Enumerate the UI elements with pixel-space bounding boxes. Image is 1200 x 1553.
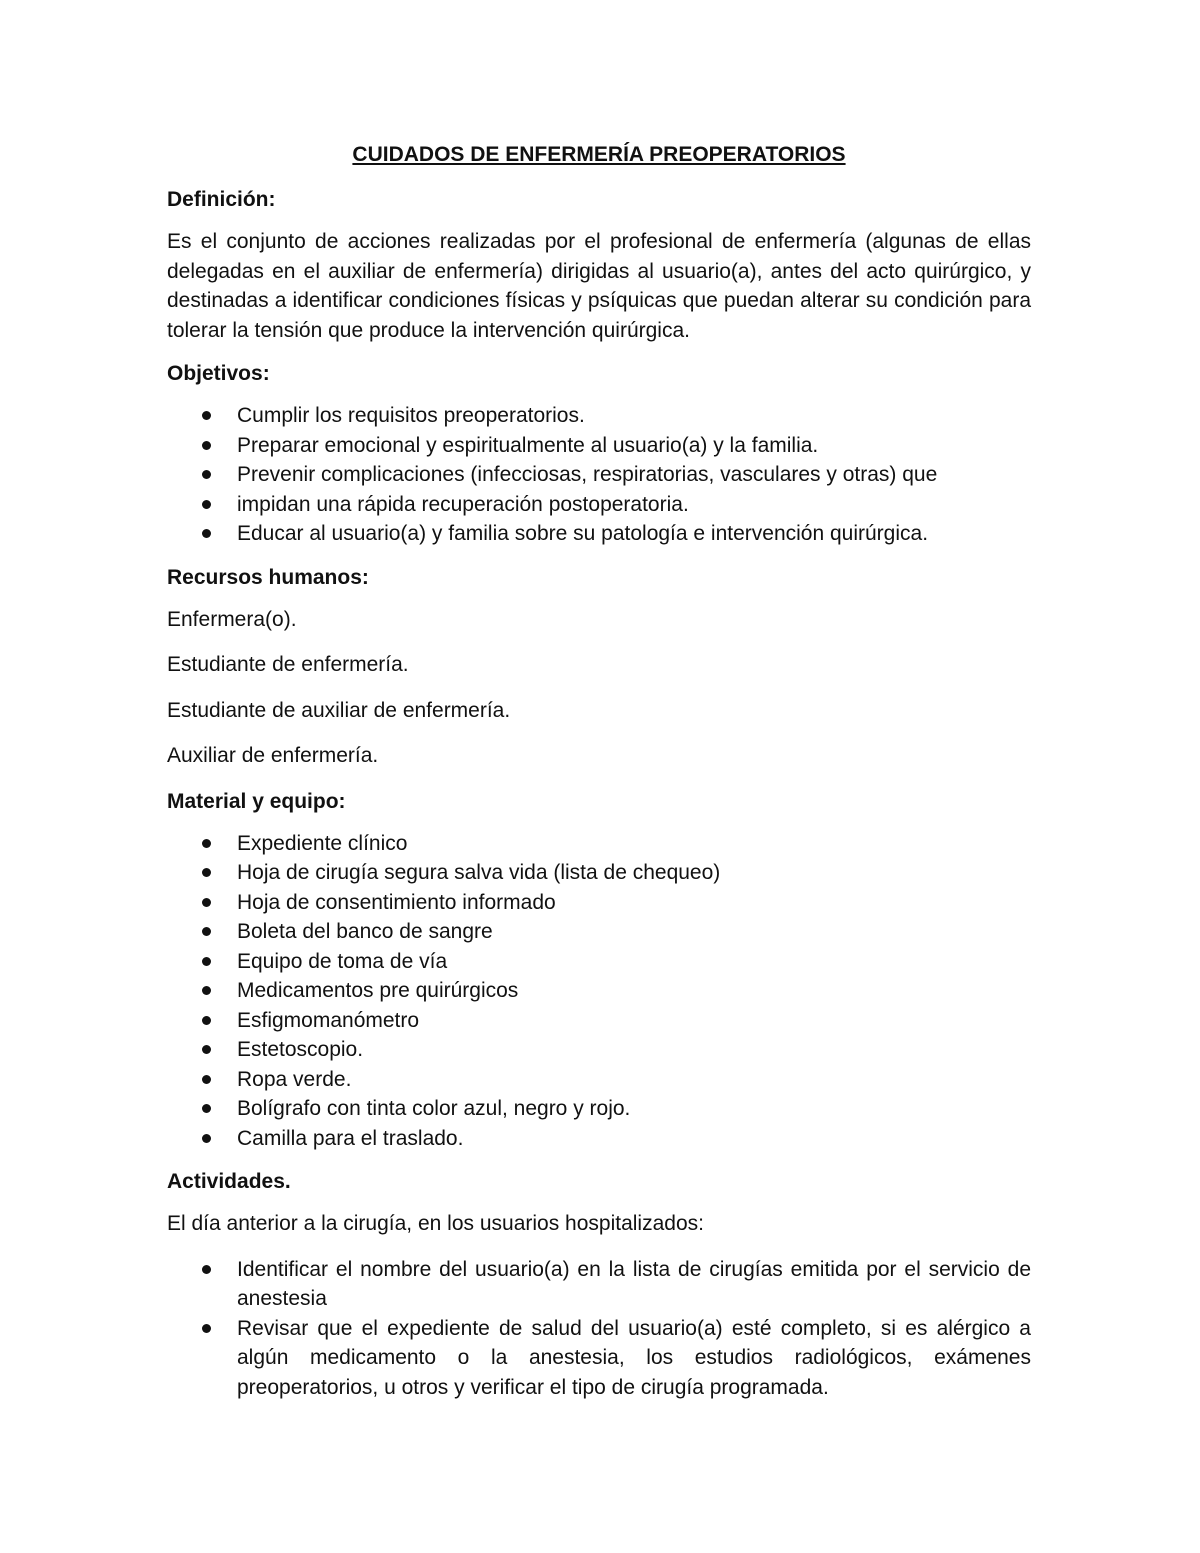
- list-item-text: Expediente clínico: [237, 831, 408, 855]
- bullet-icon: [202, 529, 211, 538]
- bullet-icon: [202, 986, 211, 995]
- list-item: [167, 1094, 1031, 1124]
- objetivos-list: [167, 401, 1031, 549]
- recursos-item: Estudiante de enfermería.: [167, 653, 409, 676]
- list-item-text: Prevenir complicaciones (infecciosas, respiratorias, vasculares y otras) que: [237, 463, 938, 486]
- bullet-icon: [202, 441, 211, 450]
- list-item: [167, 490, 1031, 520]
- list-item-text: Revisar que el expediente de salud del usuario(a) esté completo, si es alérgico a algún medicamento o la anestesia, los estudios radiológicos, exámenes preoperatorios, u otros y verificar el tipo de cirugía programada.: [237, 1316, 1031, 1399]
- bullet-icon: [202, 927, 211, 936]
- material-list: [167, 829, 1031, 1154]
- list-item-text: Hoja de cirugía segura salva vida (lista de chequeo): [237, 861, 721, 884]
- bullet-icon: [202, 411, 211, 420]
- objetivos-heading: Objetivos:: [167, 362, 270, 385]
- bullet-icon: [202, 898, 211, 907]
- bullet-icon: [202, 1104, 211, 1113]
- list-item-text: Estetoscopio.: [237, 1038, 364, 1061]
- bullet-icon: [202, 1265, 211, 1274]
- list-item: [167, 947, 1031, 977]
- bullet-icon: [202, 1134, 211, 1143]
- bullet-icon: [202, 1075, 211, 1084]
- actividades-intro: El día anterior a la cirugía, en los usuarios hospitalizados:: [167, 1212, 704, 1235]
- list-item: [167, 917, 1031, 947]
- list-item: [167, 1035, 1031, 1065]
- bullet-icon: [202, 470, 211, 479]
- list-item-text: Cumplir los requisitos preoperatorios.: [237, 404, 585, 427]
- bullet-icon: [202, 1324, 211, 1333]
- definicion-text: Es el conjunto de acciones realizadas por el profesional de enfermería (algunas de ellas delegadas en el auxiliar de enfermería) dirigidas al usuario(a), antes del acto quirúrgico, y destinadas a identificar condiciones físicas y psíquicas que puedan alterar su condición para tolerar la tensión que produce la intervención quirúrgica.: [167, 230, 1031, 342]
- list-item: [167, 460, 1031, 490]
- list-item-text: Bolígrafo con tinta color azul, negro y rojo.: [237, 1097, 631, 1120]
- bullet-icon: [202, 500, 211, 509]
- list-item: [167, 1255, 1031, 1314]
- list-item-text: Esfigmomanómetro: [237, 1008, 420, 1032]
- actividades-list: [167, 1255, 1031, 1403]
- document-page: [167, 140, 1031, 1416]
- recursos-item: Estudiante de auxiliar de enfermería.: [167, 698, 511, 722]
- document-title: CUIDADOS DE ENFERMERÍA PREOPERATORIOS: [352, 143, 846, 166]
- list-item-text: Hoja de consentimiento informado: [237, 890, 556, 914]
- material-heading: Material y equipo:: [167, 789, 346, 813]
- list-item-text: Ropa verde.: [237, 1067, 352, 1091]
- definicion-heading: Definición:: [167, 188, 276, 211]
- list-item-text: Preparar emocional y espiritualmente al usuario(a) y la familia.: [237, 433, 819, 457]
- bullet-icon: [202, 839, 211, 848]
- list-item-text: Medicamentos pre quirúrgicos: [237, 979, 519, 1002]
- list-item: [167, 431, 1031, 461]
- list-item: [167, 1124, 1031, 1154]
- list-item: [167, 1006, 1031, 1036]
- list-item: [167, 1065, 1031, 1095]
- recursos-item: Auxiliar de enfermería.: [167, 744, 379, 767]
- list-item-text: Equipo de toma de vía: [237, 949, 448, 973]
- recursos-heading: Recursos humanos:: [167, 565, 369, 589]
- bullet-icon: [202, 868, 211, 877]
- list-item: [167, 829, 1031, 859]
- list-item-text: Camilla para el traslado.: [237, 1126, 464, 1150]
- list-item-text: Boleta del banco de sangre: [237, 920, 493, 943]
- list-item: [167, 401, 1031, 431]
- actividades-heading: Actividades.: [167, 1170, 291, 1193]
- list-item: [167, 1314, 1031, 1403]
- bullet-icon: [202, 1016, 211, 1025]
- list-item-text: impidan una rápida recuperación postoperatoria.: [237, 492, 689, 516]
- list-item-text: Educar al usuario(a) y familia sobre su patología e intervención quirúrgica.: [237, 522, 929, 545]
- recursos-item: Enfermera(o).: [167, 607, 297, 631]
- bullet-icon: [202, 1045, 211, 1054]
- list-item: [167, 519, 1031, 549]
- list-item: [167, 858, 1031, 888]
- list-item: [167, 888, 1031, 918]
- list-item-text: Identificar el nombre del usuario(a) en la lista de cirugías emitida por el servicio de anestesia: [237, 1257, 1031, 1310]
- bullet-icon: [202, 957, 211, 966]
- list-item: [167, 976, 1031, 1006]
